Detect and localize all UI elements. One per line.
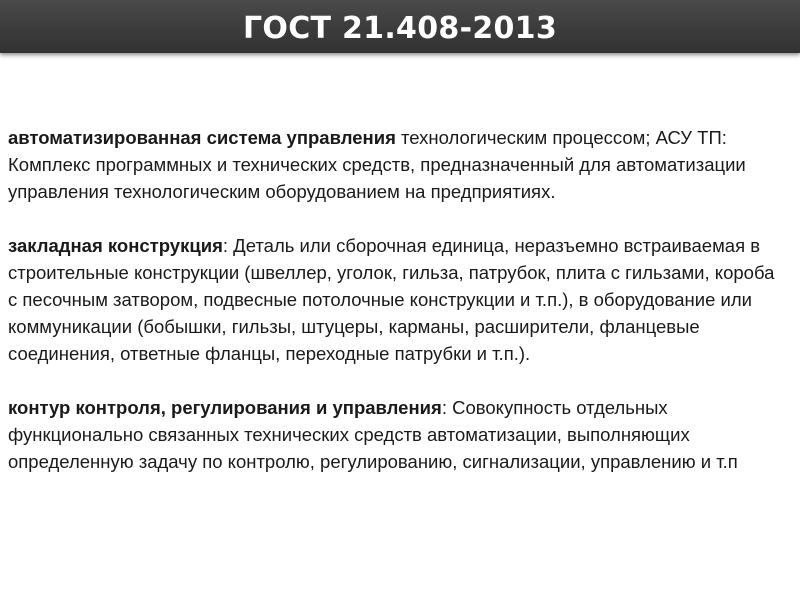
definitions-content [8, 124, 788, 502]
definition-body: технологическим процессом; АСУ ТП: Комплекс программных и технических средств, предназначенный для автоматизации управления технологическим оборудованием на предприятиях. [8, 127, 746, 202]
definition-term: автоматизированная система управления [8, 127, 396, 148]
definition-embedded-structure [8, 232, 788, 367]
definition-term: контур контроля, регулирования и управления [8, 397, 442, 418]
definition-body: : Совокупность отдельных функционально связанных технических средств автоматизации, выполняющих определенную задачу по контролю, регулированию, сигнализации, управлению и т.п [8, 397, 738, 472]
definition-asu-tp [8, 124, 788, 205]
title-bar [0, 0, 800, 53]
page-title: ГОСТ 21.408-2013 [242, 11, 558, 46]
definition-control-loop [8, 394, 788, 475]
definition-term: закладная конструкция [8, 235, 223, 256]
definition-body: : Деталь или сборочная единица, неразъемно встраиваемая в строительные конструкции (швеллер, уголок, гильза, патрубок, плита с гильзами, короба с песочным затвором, подвесные потолочные конструкции и т.п.), в оборудование или коммуникации (бобышки, гильзы, штуцеры, карманы, расширители, фланцевые соединения, ответные фланцы, переходные патрубки и т.п.). [8, 235, 775, 364]
